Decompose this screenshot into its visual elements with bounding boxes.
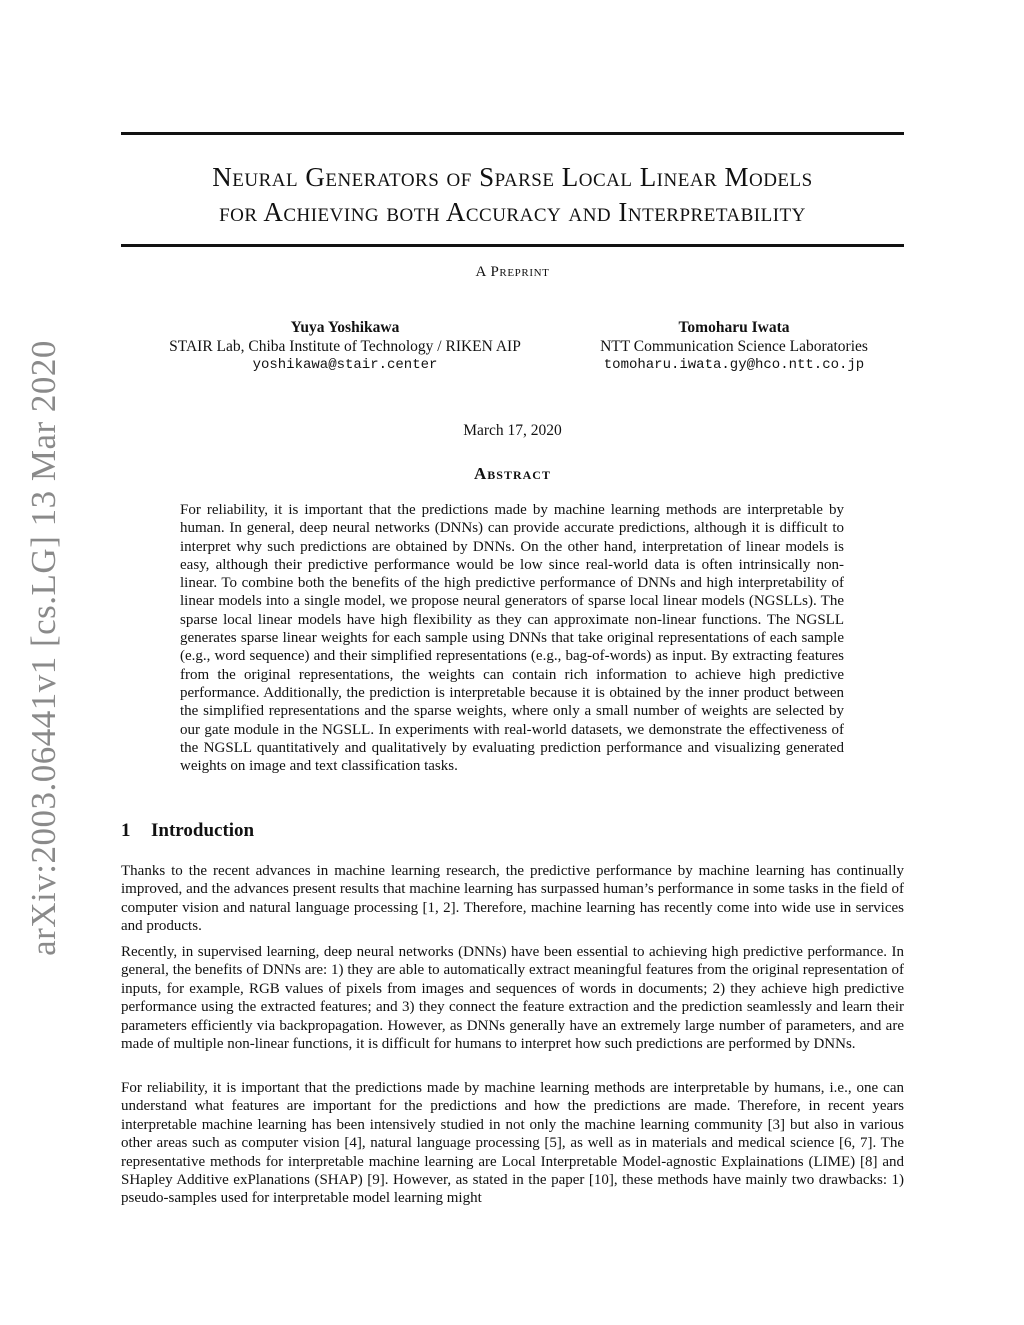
preprint-label: A Preprint (475, 264, 550, 280)
intro-paragraph: Recently, in supervised learning, deep neural networks (DNNs) have been essential to achieving high predictive performance. In general, the benefits of DNNs are: 1) they are able to automatically extract meaningful features from the original representation of inputs, for example, RGB values of pixels from images and sequences of words in documents; 2) they achieve high predictive performance using the extracted features; and 3) they connect the feature extraction and the prediction seamlessly and learn their parameters efficiently via backpropagation. However, as DNNs generally have an extremely large number of parameters, and are made of multiple non-linear functions, it is difficult for humans to interpret how such predictions are performed by DNNs. (121, 944, 904, 1053)
intro-paragraph: Thanks to the recent advances in machine learning research, the predictive performance by machine learning has continually improved, and the advances present results that machine learning has surpassed human’s performance in some tasks in the field of computer vision and natural language processing [1, 2]. Therefore, machine learning has recently come into wide use in services and products. (121, 863, 904, 935)
title-line-1: Neural Generators of Sparse Local Linear Models (212, 162, 813, 192)
author-affiliation: STAIR Lab, Chiba Institute of Technology / RIKEN AIP (169, 338, 521, 355)
title-bottom-rule (121, 244, 904, 247)
author-name: Tomoharu Iwata (678, 319, 790, 336)
abstract-heading: Abstract (474, 464, 551, 483)
author-email: yoshikawa@stair.center (252, 357, 438, 373)
author-block-1 (140, 318, 550, 375)
author-block-2 (554, 318, 914, 375)
author-email: tomoharu.iwata.gy@hco.ntt.co.jp (603, 357, 865, 373)
author-affiliation: NTT Communication Science Laboratories (600, 338, 868, 355)
intro-paragraph: For reliability, it is important that the predictions made by machine learning methods are interpretable by humans, i.e., one can understand what features are important for the predictions and how the predictions are made. Therefore, in recent years interpretable machine learning has been intensively studied in not only the machine learning community [3] but also in various other areas such as computer vision [4], natural language processing [5], as well as in materials and medical science [6, 7]. The representative methods for interpretable machine learning are Local Interpretable Model-agnostic Explainations (LIME) [8] and SHapley Additive exPlanations (SHAP) [9]. However, as stated in the paper [10], these methods have mainly two drawbacks: 1) pseudo-samples used for interpretable model learning might (121, 1080, 904, 1207)
section-title: Introduction (151, 820, 255, 841)
section-number: 1 (121, 820, 131, 841)
title-line-2: for Achieving both Accuracy and Interpretability (219, 197, 806, 227)
author-name: Yuya Yoshikawa (290, 319, 400, 336)
paper-date: March 17, 2020 (463, 422, 562, 439)
top-rule (121, 132, 904, 135)
section-heading (121, 820, 254, 842)
abstract-text: For reliability, it is important that the predictions made by machine learning methods are interpretable by human. In general, deep neural networks (DNNs) can provide accurate predictions, although it is difficult to interpret why such predictions are obtained by DNNs. On the other hand, interpretation of linear models is easy, although their predictive performance would be low since real-world data is often intrinsically non-linear. To combine both the benefits of the high predictive performance of DNNs and high interpretability of linear models into a single model, we propose neural generators of sparse local linear models (NGSLLs). The sparse local linear models have high flexibility as they can approximate non-linear functions. The NGSLL generates sparse linear weights for each sample using DNNs that take original representations of each sample (e.g., word sequence) and their simplified representations (e.g., bag-of-words) as input. By extracting features from the original representations, the weights can contain rich information to achieve high predictive performance. Additionally, the prediction is interpretable because it is obtained by the inner product between the simplified representations and the sparse weights, where only a small number of weights are selected by our gate module in the NGSLL. In experiments with real-world datasets, we demonstrate the effectiveness of the NGSLL quantitatively and qualitatively by evaluating prediction performance and visualizing generated weights on image and text classification tasks. (180, 502, 844, 775)
paper-title (121, 160, 904, 230)
arxiv-identifier: arXiv:2003.06441v1 [cs.LG] 13 Mar 2020 (24, 340, 63, 956)
